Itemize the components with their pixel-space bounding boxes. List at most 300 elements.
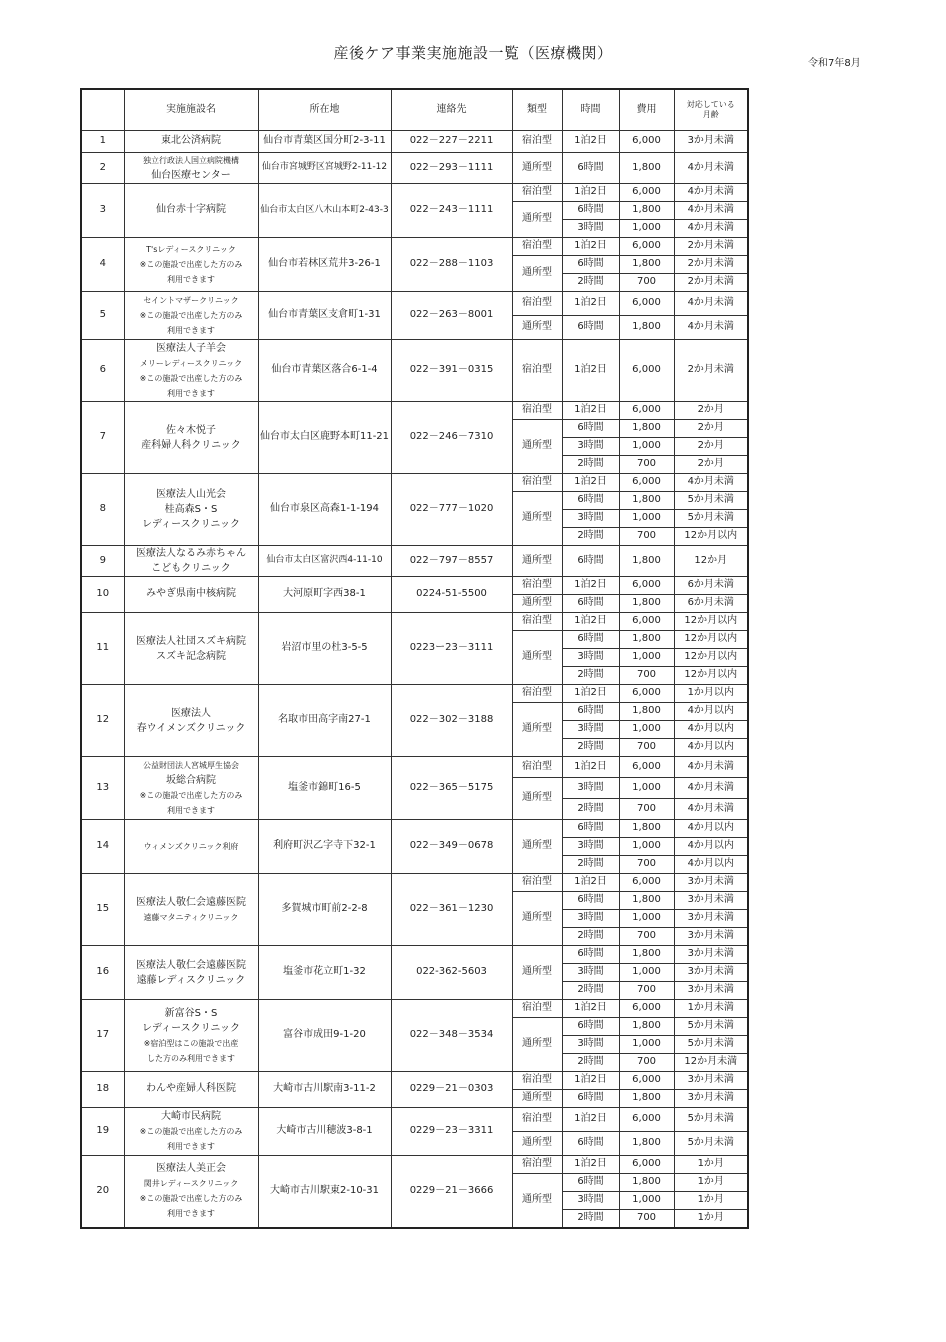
facility-address: 多賀城市町前2-2-8 xyxy=(258,874,391,946)
facility-note-line: ※この施設で出産した方のみ xyxy=(139,791,243,800)
service-time: 1泊2日 xyxy=(562,340,619,402)
service-age: 12か月以内 xyxy=(674,613,748,631)
service-age: 4か月未満 xyxy=(674,220,748,238)
service-time: 1泊2日 xyxy=(562,685,619,703)
facility-name-line: 医療法人子羊会 xyxy=(156,342,226,354)
facility-table-body xyxy=(81,89,748,1228)
service-fee: 1,800 xyxy=(619,820,674,838)
facility-note-line: 桂高森S・S xyxy=(164,504,218,515)
facility-number: 19 xyxy=(81,1108,124,1156)
service-age: 1か月以内 xyxy=(674,685,748,703)
service-time: 2時間 xyxy=(562,799,619,820)
service-fee: 6,000 xyxy=(619,184,674,202)
service-age: 2か月未満 xyxy=(674,256,748,274)
service-fee: 1,000 xyxy=(619,1192,674,1210)
service-time: 2時間 xyxy=(562,456,619,474)
table-row xyxy=(81,184,748,202)
facility-address: 利府町沢乙字寺下32-1 xyxy=(258,820,391,874)
facility-name xyxy=(124,946,258,1000)
service-time: 6時間 xyxy=(562,153,619,184)
service-fee: 1,800 xyxy=(619,202,674,220)
facility-note-line: 利用できます xyxy=(167,275,215,284)
facility-phone: 022－246－7310 xyxy=(391,402,512,474)
service-age: 3か月未満 xyxy=(674,910,748,928)
facility-phone: 0229－21－0303 xyxy=(391,1072,512,1108)
service-time: 1泊2日 xyxy=(562,1000,619,1018)
facility-number: 7 xyxy=(81,402,124,474)
service-type: 通所型 xyxy=(512,153,562,184)
service-time: 6時間 xyxy=(562,1174,619,1192)
table-row xyxy=(81,546,748,577)
service-time: 3時間 xyxy=(562,721,619,739)
facility-note-line: 利用できます xyxy=(167,1209,215,1219)
service-fee: 1,800 xyxy=(619,316,674,340)
service-age: 6か月未満 xyxy=(674,577,748,595)
facility-name xyxy=(124,474,258,546)
facility-number: 9 xyxy=(81,546,124,577)
header-age: 対応している 月齢 xyxy=(674,89,748,131)
facility-name xyxy=(124,1072,258,1108)
facility-name xyxy=(124,153,258,184)
service-fee: 1,000 xyxy=(619,1036,674,1054)
service-type: 通所型 xyxy=(512,202,562,238)
service-type: 通所型 xyxy=(512,546,562,577)
facility-number: 20 xyxy=(81,1156,124,1228)
facility-phone: 022－777－1020 xyxy=(391,474,512,546)
service-time: 3時間 xyxy=(562,649,619,667)
service-fee: 1,800 xyxy=(619,1174,674,1192)
facility-address: 仙台市太白区鹿野本町11-21 xyxy=(258,402,391,474)
service-fee: 1,800 xyxy=(619,1090,674,1108)
service-time: 2時間 xyxy=(562,667,619,685)
service-time: 6時間 xyxy=(562,595,619,613)
service-time: 1泊2日 xyxy=(562,577,619,595)
issue-date: 令和7年8月 xyxy=(808,58,861,69)
facility-name xyxy=(124,757,258,820)
facility-table xyxy=(80,88,749,1229)
service-age: 3か月未満 xyxy=(674,1072,748,1090)
service-fee: 1,800 xyxy=(619,703,674,721)
facility-name xyxy=(124,1156,258,1228)
facility-note-line: 産科婦人科クリニック xyxy=(141,439,241,451)
page-title: 産後ケア事業実施施設一覧（医療機関） xyxy=(333,44,613,62)
facility-name-line: ウィメンズクリニック利府 xyxy=(143,841,239,851)
table-row xyxy=(81,1108,748,1132)
service-age: 5か月未満 xyxy=(674,510,748,528)
service-time: 6時間 xyxy=(562,946,619,964)
service-fee: 6,000 xyxy=(619,292,674,316)
service-age: 5か月未満 xyxy=(674,1018,748,1036)
facility-note-line: ※この施設で出産した方のみ xyxy=(139,311,243,320)
service-type: 通所型 xyxy=(512,316,562,340)
service-time: 6時間 xyxy=(562,420,619,438)
facility-name xyxy=(124,184,258,238)
facility-name xyxy=(124,238,258,292)
service-fee: 6,000 xyxy=(619,1072,674,1090)
service-fee: 700 xyxy=(619,274,674,292)
service-type: 宿泊型 xyxy=(512,402,562,420)
service-type: 宿泊型 xyxy=(512,874,562,892)
facility-phone: 0223ー23－3111 xyxy=(391,613,512,685)
service-time: 1泊2日 xyxy=(562,474,619,492)
table-row xyxy=(81,757,748,778)
service-type: 通所型 xyxy=(512,820,562,874)
facility-note-line: 春ウイメンズクリニック xyxy=(136,722,246,734)
facility-number: 16 xyxy=(81,946,124,1000)
facility-number: 6 xyxy=(81,340,124,402)
facility-name xyxy=(124,292,258,340)
facility-name-line: 公益財団法人宮城厚生協会 xyxy=(143,761,239,770)
facility-name-line: 医療法人 xyxy=(171,707,211,719)
facility-phone: 022－302－3188 xyxy=(391,685,512,757)
facility-number: 13 xyxy=(81,757,124,820)
facility-number: 3 xyxy=(81,184,124,238)
facility-note-line: ※この施設で出産した方のみ xyxy=(139,260,243,269)
service-time: 3時間 xyxy=(562,510,619,528)
service-fee: 1,800 xyxy=(619,892,674,910)
header-no xyxy=(81,89,124,131)
service-type: 宿泊型 xyxy=(512,474,562,492)
service-time: 6時間 xyxy=(562,1018,619,1036)
table-row xyxy=(81,613,748,631)
facility-name xyxy=(124,874,258,946)
service-time: 6時間 xyxy=(562,202,619,220)
service-time: 2時間 xyxy=(562,1210,619,1228)
facility-note-line: 利用できます xyxy=(167,1142,215,1151)
service-time: 6時間 xyxy=(562,316,619,340)
facility-note-line: レディースクリニック xyxy=(141,519,241,530)
service-age: 1か月 xyxy=(674,1210,748,1228)
facility-address: 塩釜市錦町16-5 xyxy=(258,757,391,820)
facility-address: 名取市田高字南27-1 xyxy=(258,685,391,757)
service-time: 3時間 xyxy=(562,438,619,456)
service-time: 6時間 xyxy=(562,256,619,274)
service-time: 6時間 xyxy=(562,492,619,510)
facility-note-line: メリーレディースクリニック xyxy=(139,358,243,368)
facility-note-line: ※宿泊型はこの施設で出産 xyxy=(143,1038,239,1048)
service-fee: 6,000 xyxy=(619,402,674,420)
facility-name xyxy=(124,685,258,757)
service-time: 6時間 xyxy=(562,820,619,838)
facility-name-line: 新富谷S・S xyxy=(164,1007,218,1019)
facility-phone: 022－349－0678 xyxy=(391,820,512,874)
service-age: 4か月未満 xyxy=(674,757,748,778)
service-age: 4か月未満 xyxy=(674,292,748,316)
facility-address: 仙台市若林区荒井3-26-1 xyxy=(258,238,391,292)
facility-phone: 022－391－0315 xyxy=(391,340,512,402)
facility-name-line: T'sレディースクリニック xyxy=(146,245,236,254)
facility-address: 大河原町字西38-1 xyxy=(258,577,391,613)
service-type: 通所型 xyxy=(512,892,562,946)
service-time: 3時間 xyxy=(562,1192,619,1210)
service-type: 宿泊型 xyxy=(512,340,562,402)
facility-phone: 022－365－5175 xyxy=(391,757,512,820)
service-age: 1か月未満 xyxy=(674,1000,748,1018)
service-time: 1泊2日 xyxy=(562,874,619,892)
facility-name-line: 医療法人敬仁会遠藤医院 xyxy=(136,959,246,971)
facility-address: 塩釜市花立町1-32 xyxy=(258,946,391,1000)
service-fee: 700 xyxy=(619,928,674,946)
table-row xyxy=(81,1000,748,1018)
service-fee: 1,000 xyxy=(619,220,674,238)
service-time: 3時間 xyxy=(562,964,619,982)
service-time: 6時間 xyxy=(562,546,619,577)
service-age: 4か月未満 xyxy=(674,316,748,340)
header-time: 時間 xyxy=(562,89,619,131)
service-fee: 6,000 xyxy=(619,1108,674,1132)
service-time: 2時間 xyxy=(562,856,619,874)
service-fee: 700 xyxy=(619,856,674,874)
service-fee: 1,000 xyxy=(619,910,674,928)
service-type: 通所型 xyxy=(512,492,562,546)
service-time: 3時間 xyxy=(562,220,619,238)
service-fee: 6,000 xyxy=(619,131,674,153)
facility-number: 8 xyxy=(81,474,124,546)
facility-note-line: ※この施設で出産した方のみ xyxy=(139,1127,243,1136)
header-fee: 費用 xyxy=(619,89,674,131)
service-age: 2か月 xyxy=(674,438,748,456)
header-phone: 連絡先 xyxy=(391,89,512,131)
service-age: 3か月未満 xyxy=(674,982,748,1000)
service-type: 宿泊型 xyxy=(512,184,562,202)
service-time: 2時間 xyxy=(562,528,619,546)
service-type: 宿泊型 xyxy=(512,292,562,316)
table-row xyxy=(81,402,748,420)
service-fee: 1,000 xyxy=(619,721,674,739)
facility-address: 大崎市古川穂波3-8-1 xyxy=(258,1108,391,1156)
service-time: 2時間 xyxy=(562,982,619,1000)
facility-name xyxy=(124,402,258,474)
facility-number: 12 xyxy=(81,685,124,757)
facility-name xyxy=(124,1108,258,1156)
table-header-row xyxy=(81,89,748,131)
table-row xyxy=(81,340,748,402)
facility-name xyxy=(124,340,258,402)
facility-phone: 022－293－1111 xyxy=(391,153,512,184)
service-age: 4か月未満 xyxy=(674,153,748,184)
service-fee: 700 xyxy=(619,1210,674,1228)
service-age: 1か月 xyxy=(674,1192,748,1210)
service-age: 3か月未満 xyxy=(674,928,748,946)
facility-name xyxy=(124,131,258,153)
service-age: 2か月 xyxy=(674,402,748,420)
facility-address: 仙台市太白区富沢西4-11-10 xyxy=(258,546,391,577)
facility-phone: 022－227－2211 xyxy=(391,131,512,153)
service-fee: 1,800 xyxy=(619,595,674,613)
service-type: 宿泊型 xyxy=(512,757,562,778)
facility-phone: 022－243－1111 xyxy=(391,184,512,238)
service-type: 宿泊型 xyxy=(512,131,562,153)
facility-name xyxy=(124,577,258,613)
service-time: 2時間 xyxy=(562,928,619,946)
table-row xyxy=(81,1072,748,1090)
service-fee: 6,000 xyxy=(619,613,674,631)
service-fee: 1,000 xyxy=(619,838,674,856)
service-age: 1か月 xyxy=(674,1174,748,1192)
facility-note-line: 関井レディースクリニック xyxy=(143,1179,239,1189)
service-fee: 700 xyxy=(619,799,674,820)
facility-phone: 022－797－8557 xyxy=(391,546,512,577)
service-time: 1泊2日 xyxy=(562,238,619,256)
facility-address: 大崎市古川駅東2-10-31 xyxy=(258,1156,391,1228)
facility-note-line: 遠藤レディスクリニック xyxy=(136,974,246,986)
facility-name-line: 医療法人社団スズキ病院 xyxy=(136,635,246,647)
service-age: 12か月以内 xyxy=(674,528,748,546)
service-fee: 1,800 xyxy=(619,420,674,438)
facility-phone: 022-362-5603 xyxy=(391,946,512,1000)
facility-address: 大崎市古川駅南3-11-2 xyxy=(258,1072,391,1108)
service-age: 6か月未満 xyxy=(674,595,748,613)
service-time: 1泊2日 xyxy=(562,131,619,153)
service-fee: 6,000 xyxy=(619,685,674,703)
service-age: 2か月未満 xyxy=(674,340,748,402)
service-type: 宿泊型 xyxy=(512,577,562,595)
service-time: 6時間 xyxy=(562,892,619,910)
facility-address: 岩沼市里の杜3-5-5 xyxy=(258,613,391,685)
service-time: 3時間 xyxy=(562,778,619,799)
facility-name xyxy=(124,546,258,577)
service-age: 3か月未満 xyxy=(674,874,748,892)
service-time: 1泊2日 xyxy=(562,1072,619,1090)
facility-name xyxy=(124,820,258,874)
service-fee: 1,000 xyxy=(619,778,674,799)
service-age: 4か月以内 xyxy=(674,856,748,874)
service-time: 6時間 xyxy=(562,1132,619,1156)
service-age: 4か月未満 xyxy=(674,184,748,202)
service-time: 3時間 xyxy=(562,1036,619,1054)
service-age: 12か月以内 xyxy=(674,667,748,685)
service-time: 1泊2日 xyxy=(562,292,619,316)
table-row xyxy=(81,946,748,964)
service-fee: 700 xyxy=(619,739,674,757)
facility-note-line: レディースクリニック xyxy=(141,1022,241,1034)
service-time: 1泊2日 xyxy=(562,757,619,778)
service-time: 1泊2日 xyxy=(562,1108,619,1132)
service-fee: 700 xyxy=(619,456,674,474)
service-fee: 1,800 xyxy=(619,153,674,184)
service-age: 4か月以内 xyxy=(674,820,748,838)
service-age: 12か月以内 xyxy=(674,649,748,667)
facility-name-line: 東北公済病院 xyxy=(161,135,221,147)
service-type: 宿泊型 xyxy=(512,613,562,631)
service-type: 宿泊型 xyxy=(512,1156,562,1174)
header-type: 類型 xyxy=(512,89,562,131)
service-age: 2か月未満 xyxy=(674,238,748,256)
facility-note-line: した方のみ利用できます xyxy=(147,1053,235,1063)
service-fee: 6,000 xyxy=(619,238,674,256)
facility-name xyxy=(124,613,258,685)
facility-phone: 022－263－8001 xyxy=(391,292,512,340)
facility-number: 4 xyxy=(81,238,124,292)
service-fee: 700 xyxy=(619,667,674,685)
facility-number: 5 xyxy=(81,292,124,340)
service-type: 通所型 xyxy=(512,1132,562,1156)
table-row xyxy=(81,474,748,492)
service-fee: 6,000 xyxy=(619,1156,674,1174)
service-fee: 6,000 xyxy=(619,577,674,595)
facility-name-line: セイントマザークリニック xyxy=(143,296,239,305)
facility-phone: 022－348－3534 xyxy=(391,1000,512,1072)
service-time: 2時間 xyxy=(562,274,619,292)
facility-name xyxy=(124,1000,258,1072)
service-age: 3か月未満 xyxy=(674,946,748,964)
facility-note-line: 坂総合病院 xyxy=(166,775,216,786)
service-fee: 700 xyxy=(619,1054,674,1072)
service-type: 通所型 xyxy=(512,946,562,1000)
facility-name-line: 独立行政法人国立病院機構 xyxy=(143,156,239,165)
service-type: 宿泊型 xyxy=(512,1108,562,1132)
facility-note-line: 遠藤マタニティクリニック xyxy=(143,912,239,922)
service-type: 宿泊型 xyxy=(512,1000,562,1018)
facility-number: 14 xyxy=(81,820,124,874)
service-age: 3か月未満 xyxy=(674,131,748,153)
facility-name-line: 医療法人美正会 xyxy=(156,1163,226,1175)
facility-number: 17 xyxy=(81,1000,124,1072)
service-type: 通所型 xyxy=(512,420,562,474)
service-fee: 6,000 xyxy=(619,757,674,778)
table-row xyxy=(81,874,748,892)
service-fee: 1,000 xyxy=(619,649,674,667)
service-age: 3か月未満 xyxy=(674,964,748,982)
service-time: 1泊2日 xyxy=(562,1156,619,1174)
table-row xyxy=(81,820,748,838)
facility-number: 18 xyxy=(81,1072,124,1108)
header-name: 実施施設名 xyxy=(124,89,258,131)
facility-note-line: スズキ記念病院 xyxy=(156,650,226,662)
service-age: 3か月未満 xyxy=(674,892,748,910)
service-fee: 6,000 xyxy=(619,474,674,492)
facility-address: 仙台市青葉区支倉町1-31 xyxy=(258,292,391,340)
service-fee: 1,800 xyxy=(619,1018,674,1036)
facility-number: 1 xyxy=(81,131,124,153)
service-age: 1か月 xyxy=(674,1156,748,1174)
service-fee: 1,000 xyxy=(619,510,674,528)
service-fee: 1,800 xyxy=(619,256,674,274)
service-type: 通所型 xyxy=(512,1174,562,1228)
table-row xyxy=(81,292,748,316)
service-type: 通所型 xyxy=(512,1090,562,1108)
facility-address: 富谷市成田9-1-20 xyxy=(258,1000,391,1072)
service-age: 5か月未満 xyxy=(674,1108,748,1132)
service-type: 通所型 xyxy=(512,1018,562,1072)
service-type: 通所型 xyxy=(512,778,562,820)
facility-note-line: 利用できます xyxy=(167,388,215,398)
facility-number: 10 xyxy=(81,577,124,613)
service-age: 4か月以内 xyxy=(674,739,748,757)
service-fee: 1,000 xyxy=(619,964,674,982)
header-address: 所在地 xyxy=(258,89,391,131)
facility-address: 仙台市太白区八木山本町2-43-3 xyxy=(258,184,391,238)
service-fee: 1,800 xyxy=(619,1132,674,1156)
facility-number: 2 xyxy=(81,153,124,184)
service-age: 12か月未満 xyxy=(674,1054,748,1072)
facility-name-line: 医療法人山光会 xyxy=(156,489,226,500)
facility-note-line: 利用できます xyxy=(167,326,215,335)
service-type: 宿泊型 xyxy=(512,238,562,256)
facility-phone: 0229－21－3666 xyxy=(391,1156,512,1228)
service-fee: 1,800 xyxy=(619,492,674,510)
facility-name-line: わんや産婦人科医院 xyxy=(146,1083,236,1095)
facility-name-line: 佐々木悦子 xyxy=(166,424,216,436)
facility-name-line: 仙台赤十字病院 xyxy=(156,204,226,216)
service-fee: 1,000 xyxy=(619,438,674,456)
facility-name-line: 医療法人敬仁会遠藤医院 xyxy=(136,896,246,908)
service-age: 4か月未満 xyxy=(674,778,748,799)
service-age: 4か月未満 xyxy=(674,202,748,220)
service-fee: 1,800 xyxy=(619,631,674,649)
facility-address: 仙台市宮城野区宮城野2-11-12 xyxy=(258,153,391,184)
service-type: 通所型 xyxy=(512,631,562,685)
